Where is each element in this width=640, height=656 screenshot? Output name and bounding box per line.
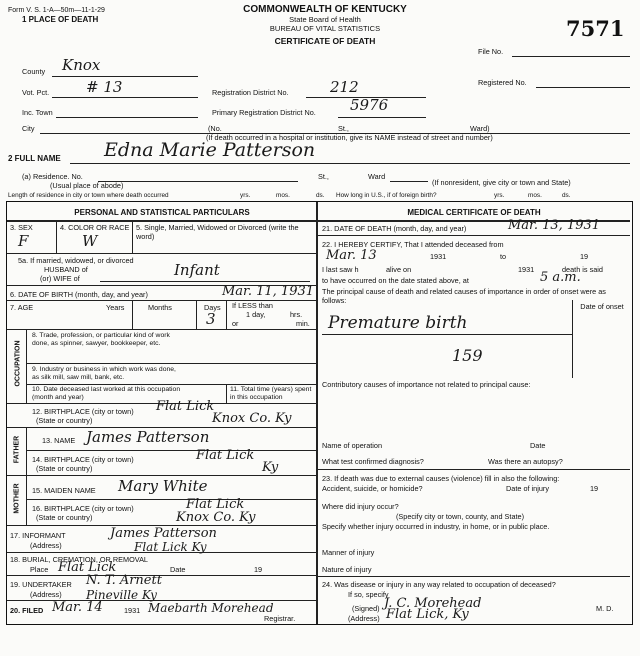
- sex-label: 3. SEX: [10, 223, 33, 232]
- informant-value: James Patterson: [110, 526, 217, 541]
- dob-value: Mar. 11, 1931: [222, 284, 315, 299]
- reg-district-label: Registration District No.: [212, 88, 289, 97]
- bureau-title: BUREAU OF VITAL STATISTICS: [269, 24, 381, 33]
- primary-reg-label: Primary Registration District No.: [212, 108, 316, 117]
- certify-from-value: Mar. 13: [326, 248, 377, 263]
- certify-to-label: to: [500, 252, 507, 261]
- nonresident-note: (If nonresident, give city or town and State): [432, 178, 571, 187]
- mother-bp-state-label: (State or country): [36, 513, 93, 522]
- mother-bp-value-1: Flat Lick: [186, 497, 245, 512]
- signed-label: (Signed): [352, 604, 380, 613]
- one-day-label: 1 day,: [246, 310, 266, 319]
- principal-cause-label: The principal cause of death and related causes of importance in order of onset were as follows:: [322, 287, 606, 305]
- dob-label: 6. DATE OF BIRTH (month, day, and year): [10, 290, 148, 299]
- father-name-label: 13. NAME: [42, 436, 76, 445]
- age-label: 7. AGE: [10, 303, 34, 312]
- spouse-value: Infant: [174, 261, 220, 279]
- spouse-label-3: (or) WIFE of: [40, 274, 80, 283]
- total-time-label: 11. Total time (years) spent in this occupation: [230, 386, 312, 401]
- industry-label: 9. Industry or business in which work was done, as silk mill, saw mill, bank, etc.: [32, 366, 176, 381]
- length-residence-label: Length of residence in city or town where death occurred: [8, 192, 169, 199]
- trade-label: 8. Trade, profession, or particular kind of work done, as spinner, sawyer, bookkeeper, etc.: [32, 332, 170, 347]
- certify-year-1: 1931: [430, 252, 447, 261]
- certificate-number-stamp: 7571: [566, 16, 625, 41]
- diagnosis-label: What test confirmed diagnosis?: [322, 457, 424, 466]
- board-title: State Board of Health: [289, 15, 361, 24]
- vot-pct-label: Vot. Pct.: [22, 88, 50, 97]
- where-injury-label: Where did injury occur?: [322, 502, 399, 511]
- father-name-value: James Patterson: [86, 428, 210, 446]
- how-long-label: How long in U.S., if of foreign birth?: [336, 192, 437, 199]
- nature-label: Nature of injury: [322, 565, 372, 574]
- father-bp-state-label: (State or country): [36, 464, 93, 473]
- death-occurred-label: death is said: [562, 265, 603, 274]
- filed-value: Mar. 14: [52, 600, 103, 615]
- spouse-label-1: 5a. If married, widowed, or divorced: [18, 256, 134, 265]
- burial-place-label: Place: [30, 565, 49, 574]
- physician-address-value: Flat Lick, Ky: [386, 607, 469, 622]
- mos-unit: mos.: [276, 192, 290, 199]
- burial-value: Flat Lick: [58, 560, 117, 575]
- state-title: COMMONWEALTH OF KENTUCKY: [243, 4, 407, 15]
- father-bp-value-1: Flat Lick: [196, 448, 255, 463]
- death-date-value: Mar. 13, 1931: [508, 218, 601, 233]
- mother-bp-label: 16. BIRTHPLACE (city or town): [32, 504, 134, 513]
- cause-code: 159: [452, 346, 483, 365]
- inc-town-label: Inc. Town: [22, 108, 53, 117]
- certify-label: 22. I HEREBY CERTIFY, That I attended deceased from: [322, 240, 504, 249]
- residence-ward: Ward: [368, 172, 386, 181]
- registered-no-label: Registered No.: [478, 78, 527, 87]
- maiden-name-label: 15. MAIDEN NAME: [32, 486, 96, 495]
- reg-district-value: 212: [330, 78, 359, 96]
- birthplace-value-2: Knox Co. Ky: [212, 411, 292, 426]
- primary-reg-value: 5976: [350, 96, 389, 114]
- file-no-label: File No.: [478, 47, 504, 56]
- undertaker-address-label: (Address): [30, 590, 62, 599]
- occupation-side-label: OCCUPATION: [14, 340, 22, 387]
- if-so-label: If so, specify: [348, 590, 389, 599]
- time-of-death-value: 5 a.m.: [540, 270, 581, 285]
- registrar-signature: Maebarth Morehead: [148, 601, 274, 615]
- mos-unit-2: mos.: [528, 192, 542, 199]
- medical-section-title: MEDICAL CERTIFICATE OF DEATH: [407, 208, 541, 217]
- registrar-label: Registrar.: [264, 614, 296, 623]
- disease-label: 24. Was disease or injury in any way related to occupation of deceased?: [322, 580, 556, 589]
- place-of-death-label: 1 PLACE OF DEATH: [22, 15, 99, 24]
- father-bp-value-2: Ky: [262, 460, 279, 475]
- residence-st: St.,: [318, 172, 329, 181]
- days-value: 3: [206, 310, 216, 328]
- operation-label: Name of operation: [322, 441, 383, 450]
- operation-date-label: Date: [530, 441, 546, 450]
- vot-pct-value: # 13: [86, 78, 123, 96]
- informant-address-label: (Address): [30, 541, 62, 550]
- county-label: County: [22, 67, 46, 76]
- physician-address-label: (Address): [348, 614, 380, 623]
- birthplace-value-1: Flat Lick: [156, 399, 215, 414]
- months-label: Months: [148, 303, 172, 312]
- color-label: 4. COLOR OR RACE: [60, 223, 130, 232]
- physician-signature: J. C. Morehead: [384, 596, 482, 611]
- certificate-title: CERTIFICATE OF DEATH: [274, 36, 376, 46]
- burial-date-label: Date: [170, 565, 186, 574]
- burial-label: 18. BURIAL, CREMATION, OR REMOVAL: [10, 555, 148, 564]
- last-saw-label: I last saw h: [322, 265, 359, 274]
- spouse-label-2: HUSBAND of: [44, 265, 88, 274]
- yrs-unit-2: yrs.: [494, 192, 505, 199]
- accident-label: Accident, suicide, or homicide?: [322, 484, 423, 493]
- years-label: Years: [106, 303, 125, 312]
- st-label: St.,: [338, 124, 349, 133]
- contributory-label: Contributory causes of importance not related to principal cause:: [322, 380, 531, 389]
- date-of-onset-label: Date of onset: [580, 302, 624, 311]
- less-than-label: If LESS than: [232, 301, 273, 310]
- residence-label: (a) Residence. No.: [22, 172, 83, 181]
- md-label: M. D.: [596, 604, 614, 613]
- city-label: City: [22, 124, 35, 133]
- form-code: Form V. S. 1-A—50m—11-1-29: [8, 7, 105, 14]
- manner-label: Manner of injury: [322, 548, 375, 557]
- certify-year-2: 19: [580, 252, 589, 261]
- date-worked-label: 10. Date deceased last worked at this occupation (month and year): [32, 386, 181, 401]
- alive-on-label: alive on: [386, 265, 412, 274]
- mother-bp-value-2: Knox Co. Ky: [176, 510, 256, 525]
- personal-section-title: PERSONAL AND STATISTICAL PARTICULARS: [74, 208, 250, 217]
- birthplace-label: 12. BIRTHPLACE (city or town): [32, 407, 134, 416]
- no-label: (No.: [208, 124, 222, 133]
- undertaker-label: 19. UNDERTAKER: [10, 580, 72, 589]
- date-injury-label: Date of injury: [506, 484, 549, 493]
- date-injury-year: 19: [590, 484, 599, 493]
- hospital-note: (If death occurred in a hospital or institution, give its NAME instead of street and number): [206, 133, 493, 142]
- usual-place-note: (Usual place of abode): [50, 181, 124, 190]
- ds-unit: ds.: [316, 192, 325, 199]
- county-value: Knox: [62, 56, 101, 74]
- undertaker-value: N. T. Arnett: [86, 573, 162, 588]
- ds-unit-2: ds.: [562, 192, 571, 199]
- cause-value: Premature birth: [328, 313, 468, 333]
- mother-side-label: MOTHER: [13, 483, 21, 514]
- full-name-label: 2 FULL NAME: [8, 154, 61, 163]
- autopsy-label: Was there an autopsy?: [488, 457, 563, 466]
- filed-year: 1931: [124, 606, 141, 615]
- death-date-label: 21. DATE OF DEATH (month, day, and year): [322, 224, 467, 233]
- informant-label: 17. INFORMANT: [10, 531, 66, 540]
- center-divider: [316, 202, 318, 624]
- maiden-name-value: Mary White: [118, 477, 208, 495]
- ward-label: Ward): [470, 124, 490, 133]
- father-side-label: FATHER: [13, 435, 21, 464]
- undertaker-address-value: Pineville Ky: [86, 588, 157, 602]
- days-label: Days: [204, 303, 221, 312]
- specify-place-label: (Specify city or town, county, and State): [396, 512, 525, 521]
- color-value: W: [82, 232, 98, 250]
- min-label: min.: [296, 319, 310, 328]
- specify-industry-label: Specify whether injury occurred in industry, in home, or in public place.: [322, 522, 550, 531]
- sex-value: F: [18, 232, 29, 250]
- external-causes-label: 23. If death was due to external causes (violence) fill in also the following:: [322, 474, 560, 483]
- last-saw-year: 1931: [518, 265, 535, 274]
- informant-address-value: Flat Lick Ky: [134, 540, 207, 554]
- or-label: or: [232, 319, 239, 328]
- marital-label: 5. Single, Married, Widowed or Divorced (write the word): [136, 223, 299, 241]
- filed-label: 20. FILED: [10, 606, 44, 615]
- burial-year-prefix: 19: [254, 565, 263, 574]
- yrs-unit: yrs.: [240, 192, 251, 199]
- birthplace-state-label: (State or country): [36, 416, 93, 425]
- father-bp-label: 14. BIRTHPLACE (city or town): [32, 455, 134, 464]
- full-name-value: Edna Marie Patterson: [104, 139, 316, 161]
- to-have-occurred-label: to have occurred on the date stated above, at: [322, 276, 469, 285]
- hrs-label: hrs.: [290, 310, 303, 319]
